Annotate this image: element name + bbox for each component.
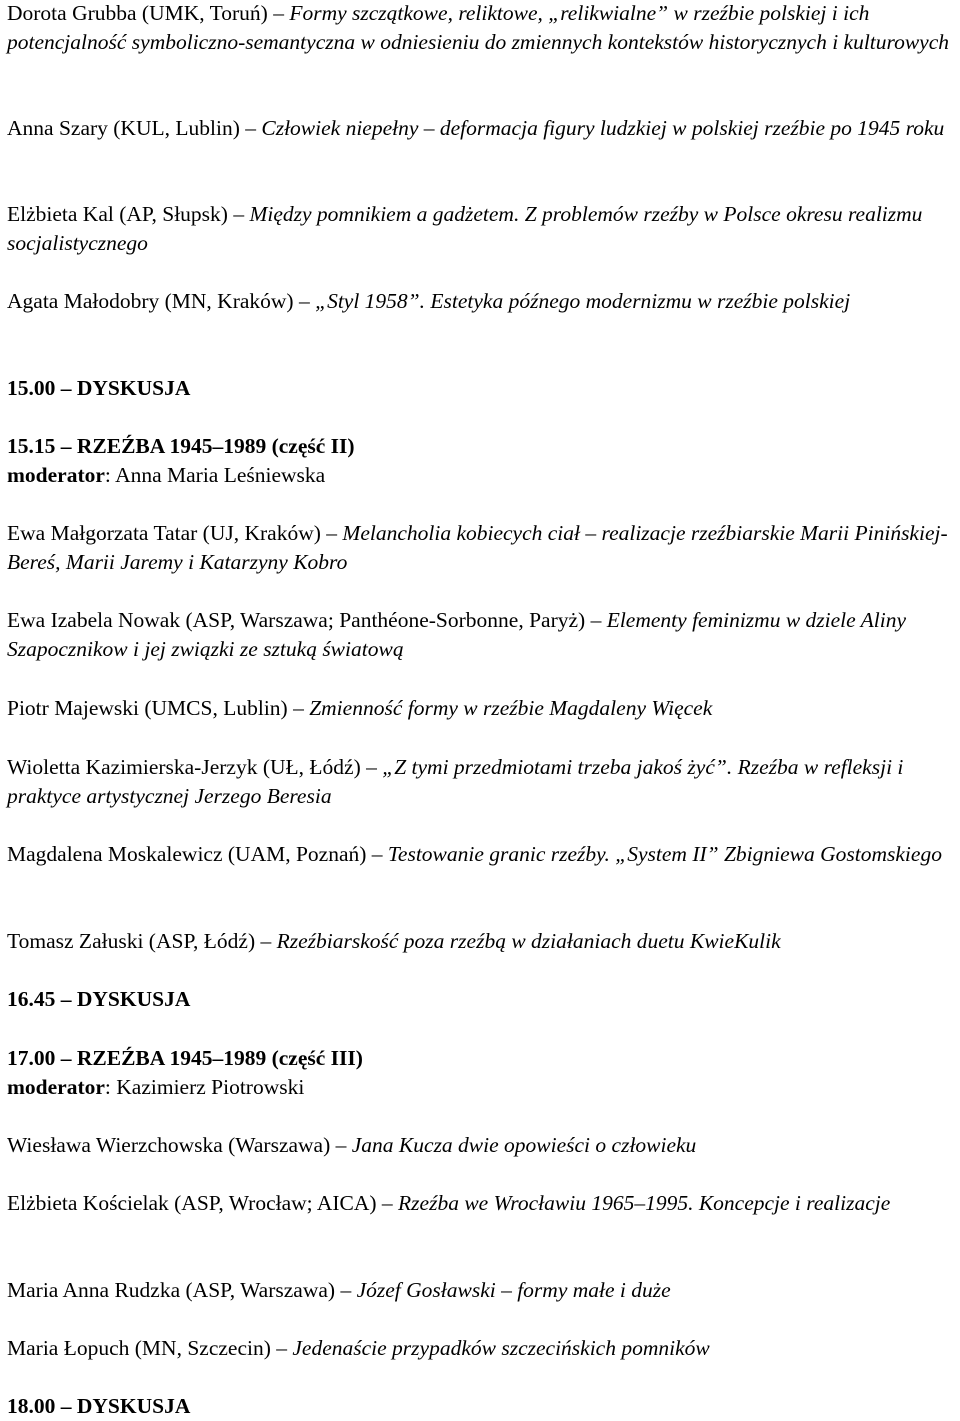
program-entry: Anna Szary (KUL, Lublin) – Człowiek niepełny – deformacja figury ludzkiej w polskiej rzeźbie po 1945 roku [7, 116, 945, 140]
session-header [7, 1044, 954, 1102]
moderator-label: moderator [7, 1075, 105, 1099]
entry-title: Testowanie granic rzeźby. „System II” Zbigniewa Gostomskiego [387, 842, 942, 866]
program-entry: Elżbieta Kościelak (ASP, Wrocław; AICA) – Rzeźba we Wrocławiu 1965–1995. Koncepcje i realizacje [7, 1191, 891, 1215]
program-entry: Ewa Izabela Nowak (ASP, Warszawa; Panthéone-Sorbonne, Paryż) – Elementy feminizmu w dziele Aliny Szapocznikow i jej związki ze sztuką światową [7, 608, 907, 661]
program-entry: Tomasz Załuski (ASP, Łódź) – Rzeźbiarskość poza rzeźbą w działaniach duetu KwieKulik [7, 929, 781, 953]
session-heading: 15.15 – RZEŹBA 1945–1989 (część II) [7, 434, 355, 458]
entry-title: Melancholia kobiecych ciał – realizacje rzeźbiarskie Marii Pinińskiej-Bereś, Marii Jaremy i Katarzyny Kobro [7, 521, 948, 574]
entry-title: Między pomnikiem a gadżetem. Z problemów rzeźby w Polsce okresu realizmu socjalistycznego [7, 202, 923, 255]
moderator-name: : Anna Maria Leśniewska [104, 463, 326, 487]
program-entry: Maria Łopuch (MN, Szczecin) – Jedenaście przypadków szczecińskich pomników [7, 1336, 710, 1360]
entry-title: Człowiek niepełny – deformacja figury ludzkiej w polskiej rzeźbie po 1945 roku [261, 116, 945, 140]
program-entry: Agata Małodobry (MN, Kraków) – „Styl 1958”. Estetyka późnego modernizmu w rzeźbie polskiej [7, 289, 851, 313]
moderator-name: : Kazimierz Piotrowski [104, 1075, 305, 1099]
entry-author: Wioletta Kazimierska-Jerzyk (UŁ, Łódź) [7, 755, 361, 779]
entry-title: „Z tymi przedmiotami trzeba jakoś żyć”. Rzeźba w refleksji i praktyce artystycznej Jerzego Beresia [7, 755, 904, 808]
entry-title: „Styl 1958”. Estetyka późnego modernizmu w rzeźbie polskiej [315, 289, 851, 313]
program-entry: Dorota Grubba (UMK, Toruń) – Formy szczątkowe, reliktowe, „relikwialne” w rzeźbie polskiej i ich potencjalność symboliczno-semantyczna w odniesieniu do zmiennych kontekstów historycznych i kulturowych [7, 1, 950, 54]
entry-title: Zmienność formy w rzeźbie Magdaleny Więcek [309, 696, 713, 720]
entry-author: Wiesława Wierzchowska (Warszawa) [7, 1133, 331, 1157]
discussion-heading: 16.45 – DYSKUSJA [7, 987, 191, 1011]
entry-title: Józef Gosławski – formy małe i duże [356, 1278, 671, 1302]
discussion-heading: 15.00 – DYSKUSJA [7, 376, 191, 400]
entry-author: Ewa Izabela Nowak (ASP, Warszawa; Panthéone-Sorbonne, Paryż) [7, 608, 586, 632]
entry-title: Elementy feminizmu w dziele Aliny Szapocznikow i jej związki ze sztuką światową [7, 608, 907, 661]
session-heading: 17.00 – RZEŹBA 1945–1989 (część III) [7, 1046, 363, 1070]
program-entry: Ewa Małgorzata Tatar (UJ, Kraków) – Melancholia kobiecych ciał – realizacje rzeźbiarskie Marii Pinińskiej-Bereś, Marii Jaremy i Katarzyny Kobro [7, 521, 948, 574]
moderator-label: moderator [7, 463, 105, 487]
session-header [7, 432, 954, 490]
entry-author: Dorota Grubba (UMK, Toruń) [7, 1, 268, 25]
entry-author: Anna Szary (KUL, Lublin) [7, 116, 240, 140]
entry-title: Rzeźbiarskość poza rzeźbą w działaniach duetu KwieKulik [276, 929, 781, 953]
entry-author: Agata Małodobry (MN, Kraków) [7, 289, 294, 313]
program-entry: Piotr Majewski (UMCS, Lublin) – Zmienność formy w rzeźbie Magdaleny Więcek [7, 696, 713, 720]
program-entry: Elżbieta Kal (AP, Słupsk) – Między pomnikiem a gadżetem. Z problemów rzeźby w Polsce okresu realizmu socjalistycznego [7, 202, 923, 255]
entry-title: Jana Kucza dwie opowieści o człowieku [351, 1133, 697, 1157]
program-entry: Wiesława Wierzchowska (Warszawa) – Jana Kucza dwie opowieści o człowieku [7, 1133, 697, 1157]
entry-author: Piotr Majewski (UMCS, Lublin) [7, 696, 288, 720]
program-entry: Magdalena Moskalewicz (UAM, Poznań) – Testowanie granic rzeźby. „System II” Zbigniewa Gostomskiego [7, 842, 942, 866]
entry-author: Magdalena Moskalewicz (UAM, Poznań) [7, 842, 367, 866]
entry-title: Rzeźba we Wrocławiu 1965–1995. Koncepcje i realizacje [398, 1191, 891, 1215]
entry-title: Formy szczątkowe, reliktowe, „relikwialne” w rzeźbie polskiej i ich potencjalność symboliczno-semantyczna w odniesieniu do zmiennych kontekstów historycznych i kulturowych [7, 1, 950, 54]
entry-author: Elżbieta Kościelak (ASP, Wrocław; AICA) [7, 1191, 377, 1215]
program-entry: Wioletta Kazimierska-Jerzyk (UŁ, Łódź) – „Z tymi przedmiotami trzeba jakoś żyć”. Rzeźba w refleksji i praktyce artystycznej Jerzego Beresia [7, 755, 904, 808]
entry-author: Maria Anna Rudzka (ASP, Warszawa) [7, 1278, 336, 1302]
program-entry: Maria Anna Rudzka (ASP, Warszawa) – Józef Gosławski – formy małe i duże [7, 1278, 671, 1302]
discussion-heading: 18.00 – DYSKUSJA [7, 1394, 191, 1418]
entry-title: Jedenaście przypadków szczecińskich pomników [292, 1336, 710, 1360]
entry-author: Tomasz Załuski (ASP, Łódź) [7, 929, 256, 953]
entry-author: Ewa Małgorzata Tatar (UJ, Kraków) [7, 521, 321, 545]
entry-author: Maria Łopuch (MN, Szczecin) [7, 1336, 271, 1360]
entry-author: Elżbieta Kal (AP, Słupsk) [7, 202, 228, 226]
